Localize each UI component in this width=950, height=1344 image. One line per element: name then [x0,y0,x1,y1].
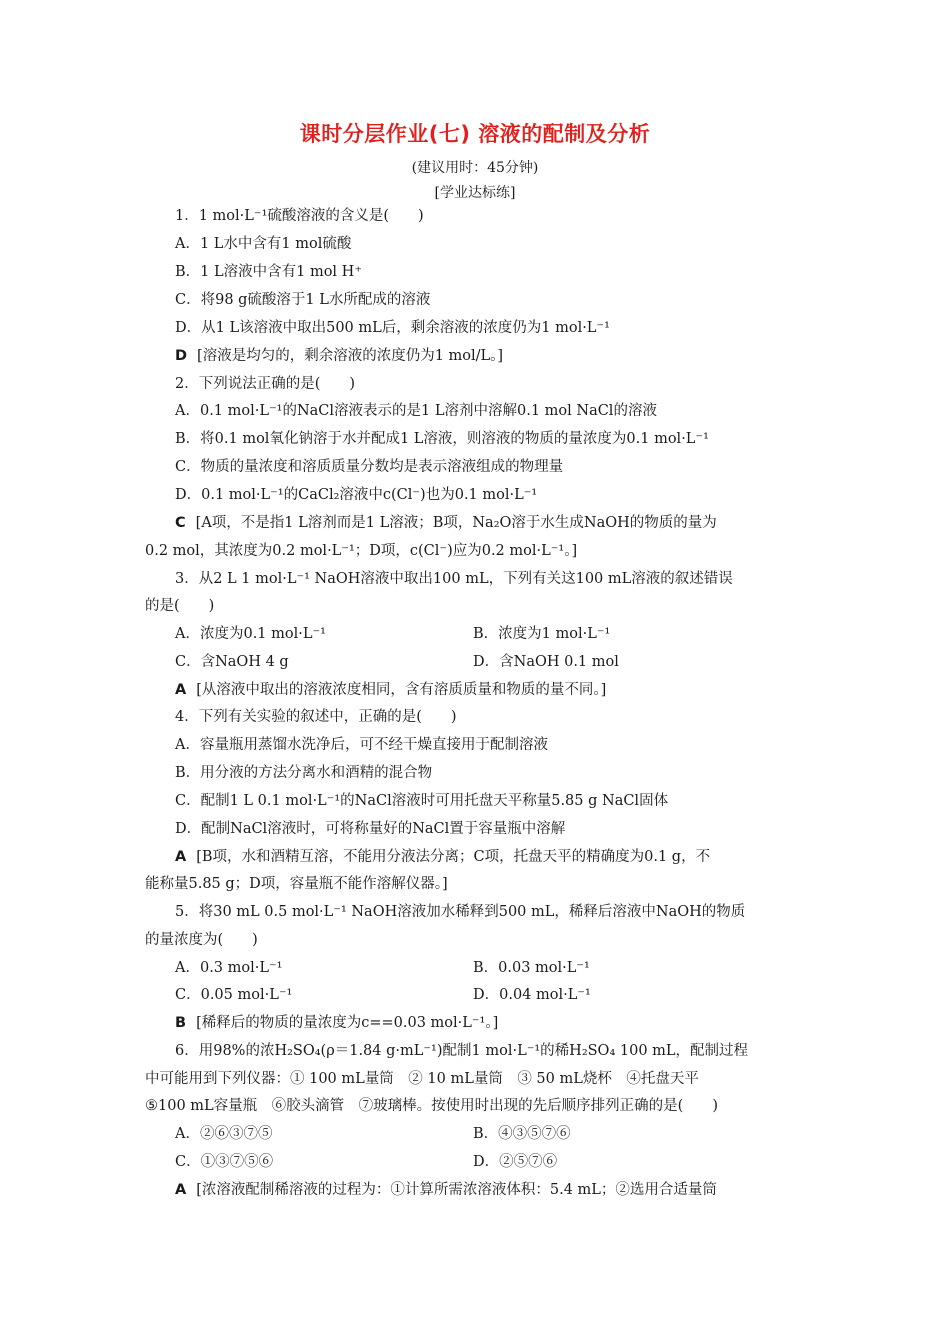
answer-letter: B [175,1015,187,1031]
q1-option-b: B．1 L溶液中含有1 mol H⁺ [175,264,362,280]
q3-stem: 3．从2 L 1 mol·L⁻¹ NaOH溶液中取出100 mL，下列有关这100 mL溶液的叙述错误 [175,571,733,587]
q3-option-b: B．浓度为1 mol·L⁻¹ [473,626,611,642]
q6-option-d: D．②⑤⑦⑥ [473,1154,558,1170]
q3-option-c: C．含NaOH 4 g [175,654,289,670]
q4-option-d: D．配制NaCl溶液时，可将称量好的NaCl置于容量瓶中溶解 [175,821,566,837]
q4-option-a: A．容量瓶用蒸馏水洗净后，可不经干燥直接用于配制溶液 [175,737,548,753]
q5-option-a: A．0.3 mol·L⁻¹ [175,960,283,976]
q2-answer-continued: 0.2 mol，其浓度为0.2 mol·L⁻¹；D项，c(Cl⁻)应为0.2 mol·L⁻¹。] [145,543,578,559]
q5-stem-continued: 的量浓度为( ) [145,932,258,948]
q6-answer [175,1180,717,1200]
q3-answer [175,680,606,700]
q6-stem: 6．用98%的浓H₂SO₄(ρ＝1.84 g·mL⁻¹)配制1 mol·L⁻¹的稀H₂SO₄ 100 mL，配制过程 [175,1043,749,1059]
answer-letter: D [175,348,188,364]
answer-explanation: [浓溶液配制稀溶液的过程为：①计算所需浓溶液体积：5.4 mL；②选用合适量筒 [196,1182,717,1198]
q4-answer [175,847,710,867]
q2-option-a: A．0.1 mol·L⁻¹的NaCl溶液表示的是1 L溶剂中溶解0.1 mol NaCl的溶液 [175,403,657,419]
q5-option-c: C．0.05 mol·L⁻¹ [175,987,293,1003]
q4-option-c: C．配制1 L 0.1 mol·L⁻¹的NaCl溶液时可用托盘天平称量5.85 g NaCl固体 [175,793,669,809]
q2-stem: 2．下列说法正确的是( ) [175,376,356,392]
q4-option-b: B．用分液的方法分离水和酒精的混合物 [175,765,433,781]
answer-explanation: [B项，水和酒精互溶，不能用分液法分离；C项，托盘天平的精确度为0.1 g，不 [196,849,711,865]
answer-letter: A [175,1182,187,1198]
q2-option-b: B．将0.1 mol氧化钠溶于水并配成1 L溶液，则溶液的物质的量浓度为0.1 mol·L⁻¹ [175,431,709,447]
answer-letter: A [175,682,187,698]
q1-option-a: A．1 L水中含有1 mol硫酸 [175,236,352,252]
q5-option-d: D．0.04 mol·L⁻¹ [473,987,591,1003]
q5-stem: 5．将30 mL 0.5 mol·L⁻¹ NaOH溶液加水稀释到500 mL，稀释后溶液中NaOH的物质 [175,904,746,920]
q5-answer [175,1013,498,1033]
q3-stem-continued: 的是( ) [145,598,215,614]
q2-option-c: C．物质的量浓度和溶质质量分数均是表示溶液组成的物理量 [175,459,564,475]
answer-explanation: [稀释后的物质的量浓度为c==0.03 mol·L⁻¹。] [196,1015,499,1031]
q1-option-d: D．从1 L该溶液中取出500 mL后，剩余溶液的浓度仍为1 mol·L⁻¹ [175,320,610,336]
q1-answer [175,346,503,366]
q5-option-b: B．0.03 mol·L⁻¹ [473,960,590,976]
answer-letter: A [175,849,187,865]
q6-stem-continued: 中可能用到下列仪器：① 100 mL量筒 ② 10 mL量筒 ③ 50 mL烧杯 ④托盘天平 [145,1071,699,1087]
q3-option-a: A．浓度为0.1 mol·L⁻¹ [175,626,326,642]
q4-answer-continued: 能称量5.85 g；D项，容量瓶不能作溶解仪器。] [145,876,448,892]
answer-explanation: [A项，不是指1 L溶剂而是1 L溶液；B项，Na₂O溶于水生成NaOH的物质的量为 [195,515,717,531]
time-suggestion: (建议用时：45分钟) [411,160,539,176]
answer-explanation: [从溶液中取出的溶液浓度相同，含有溶质质量和物质的量不同。] [196,682,607,698]
q1-stem: 1．1 mol·L⁻¹硫酸溶液的含义是( ) [175,208,424,224]
q6-option-b: B．④③⑤⑦⑥ [473,1126,571,1142]
q6-option-c: C．①③⑦⑤⑥ [175,1154,274,1170]
q1-option-c: C．将98 g硫酸溶于1 L水所配成的溶液 [175,292,431,308]
section-heading: [学业达标练] [434,185,516,201]
q2-option-d: D．0.1 mol·L⁻¹的CaCl₂溶液中c(Cl⁻)也为0.1 mol·L⁻¹ [175,487,538,503]
answer-explanation: [溶液是均匀的，剩余溶液的浓度仍为1 mol/L。] [197,348,504,364]
q3-option-d: D．含NaOH 0.1 mol [473,654,619,670]
page-title: 课时分层作业(七) 溶液的配制及分析 [299,122,651,146]
q4-stem: 4．下列有关实验的叙述中，正确的是( ) [175,709,457,725]
q2-answer [175,513,717,533]
q6-option-a: A．②⑥③⑦⑤ [175,1126,273,1142]
q6-stem-continued-2: ⑤100 mL容量瓶 ⑥胶头滴管 ⑦玻璃棒。按使用时出现的先后顺序排列正确的是( ) [145,1098,718,1114]
answer-letter: C [175,515,186,531]
